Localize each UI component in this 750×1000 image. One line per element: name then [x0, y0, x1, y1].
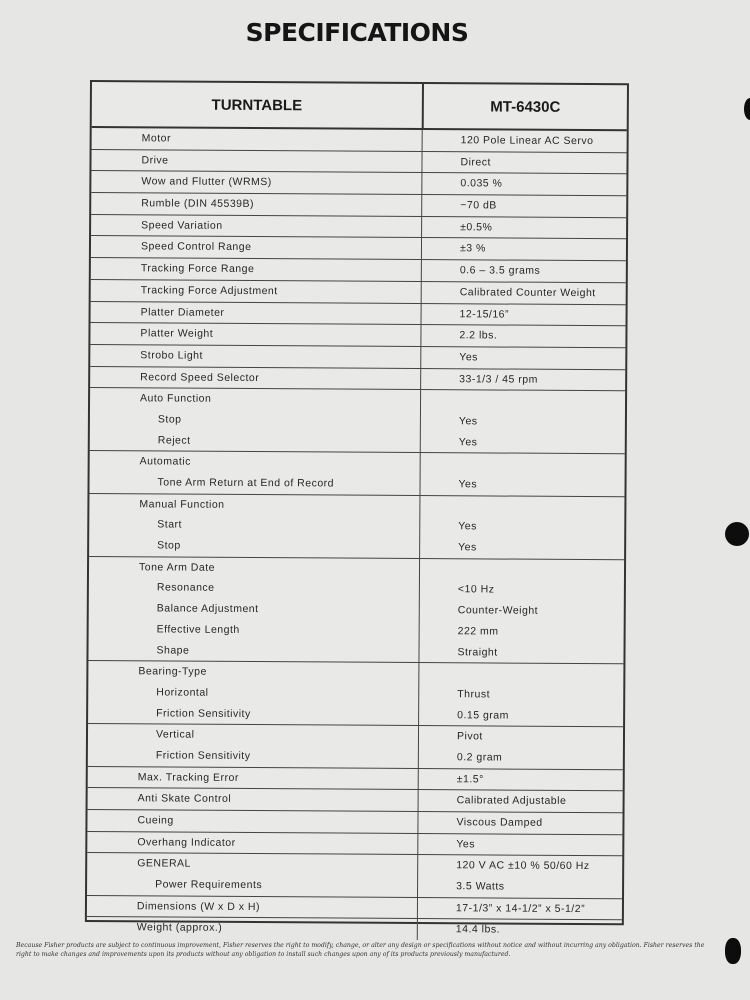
spec-label-cell	[90, 323, 421, 346]
spec-label: Horizontal	[156, 686, 209, 699]
spec-label: Strobo Light	[140, 349, 203, 362]
table-header-row	[92, 82, 627, 131]
spec-label-cell	[88, 557, 420, 662]
spec-value: Thrust	[457, 688, 491, 701]
spec-label-cell	[88, 767, 419, 790]
spec-label-cell	[90, 345, 421, 368]
spec-label-cell	[89, 451, 420, 494]
spec-label: GENERAL	[137, 857, 191, 871]
spec-label: Manual Function	[139, 497, 225, 511]
spec-label-cell	[91, 280, 422, 303]
spec-label-cell	[91, 258, 422, 281]
spec-label-cell	[91, 302, 422, 325]
spec-table	[85, 80, 629, 936]
spec-label: Weight (approx.)	[136, 921, 223, 935]
spec-value: 0.15 gram	[457, 708, 509, 722]
spec-value: Calibrated Adjustable	[456, 794, 567, 808]
spec-value-cell	[419, 663, 623, 726]
spec-value-cell	[418, 834, 622, 856]
spec-label-cell	[88, 788, 419, 811]
page-title: SPECIFICATIONS	[245, 18, 469, 47]
spec-label: Drive	[141, 154, 169, 167]
spec-label: Rumble (DIN 45539B)	[141, 197, 255, 211]
spec-value: Calibrated Counter Weight	[459, 286, 596, 299]
spec-value	[420, 559, 624, 581]
spec-value-cell	[420, 453, 624, 496]
spec-label: Resonance	[156, 581, 215, 595]
spec-value	[419, 663, 623, 685]
spec-label: Wow and Flutter (WRMS)	[141, 175, 272, 189]
spec-value-cell	[419, 726, 623, 769]
spec-label-cell	[90, 388, 421, 452]
spec-value: 0.6 – 3.5 grams	[459, 264, 541, 277]
spec-label: Shape	[156, 643, 190, 657]
spec-label: Tracking Force Range	[140, 262, 255, 276]
spec-value: Yes	[458, 435, 478, 448]
spec-value: 17-1/3” x 14-1/2” x 5-1/2”	[455, 902, 586, 915]
spec-label: Effective Length	[156, 623, 240, 636]
spec-label-cell	[89, 494, 420, 558]
spec-label: Power Requirements	[155, 878, 263, 892]
spec-label: Vertical	[155, 728, 195, 741]
spec-label-cell	[91, 215, 422, 238]
spec-value: 3.5 Watts	[456, 880, 505, 893]
spec-value: 222 mm	[457, 625, 499, 638]
spec-value: 120 V AC ±10 % 50/60 Hz	[456, 859, 590, 873]
spec-value: 0.035 %	[460, 177, 503, 190]
header-model: MT-6430C	[490, 97, 561, 116]
spec-value: ±0.5%	[460, 221, 493, 234]
table-row	[87, 853, 622, 899]
spec-label: Cueing	[137, 814, 174, 827]
spec-value: Yes	[458, 415, 478, 428]
spec-value: Yes	[456, 837, 476, 851]
spec-value: Yes	[458, 478, 478, 491]
spec-label: Tracking Force Adjustment	[140, 284, 278, 297]
spec-value-cell	[422, 304, 626, 326]
spec-label-cell	[87, 832, 418, 855]
table-row	[90, 388, 625, 454]
spec-label: Automatic	[139, 455, 191, 468]
spec-value	[420, 496, 624, 518]
header-turntable: TURNTABLE	[92, 82, 424, 128]
binder-hole-icon	[744, 98, 750, 120]
spec-value: 14.4 lbs.	[455, 923, 501, 936]
table-row	[88, 724, 623, 770]
spec-label: Anti Skate Control	[137, 792, 232, 806]
spec-label: Friction Sensitivity	[156, 706, 251, 720]
table-body	[87, 128, 627, 941]
spec-label-cell	[91, 236, 422, 259]
spec-label: Friction Sensitivity	[155, 749, 251, 762]
binder-hole-icon	[725, 938, 741, 964]
spec-value: 33-1/3 / 45 rpm	[459, 372, 538, 386]
spec-value: ±1.5°	[456, 772, 484, 786]
spec-value-cell	[422, 282, 626, 304]
spec-label-cell	[91, 193, 422, 216]
spec-value	[421, 453, 625, 475]
spec-label-cell	[87, 853, 418, 896]
spec-value-cell	[422, 238, 626, 260]
spec-value-cell	[421, 390, 625, 453]
spec-value	[421, 390, 625, 412]
spec-label-cell	[87, 896, 418, 919]
spec-value-cell	[419, 790, 623, 812]
spec-value-cell	[422, 173, 626, 195]
spec-label: Bearing-Type	[138, 665, 207, 678]
spec-value: 2.2 lbs.	[459, 329, 498, 342]
spec-label: Tone Arm Date	[138, 561, 216, 574]
spec-value: Pivot	[456, 730, 483, 743]
spec-label-cell	[87, 810, 418, 833]
disclaimer-footer: Because Fisher products are subject to continuous improvement, Fisher reserves the right to modify, change, or alter any design or specifications without notice and without incurring any obligation. Fisher reserves the right to make changes and improvements upon its products without any obligation to install such changes upon any of its products previously manufactured.	[16, 942, 705, 958]
spec-label: Speed Variation	[141, 219, 223, 232]
spec-value-cell	[422, 260, 626, 282]
spec-value-cell	[423, 130, 627, 152]
spec-value-cell	[422, 152, 626, 174]
spec-label-cell	[87, 917, 418, 940]
spec-value: −70 dB	[460, 199, 497, 212]
spec-value-cell	[420, 496, 624, 559]
spec-label: Stop	[157, 413, 182, 426]
spec-value-cell	[419, 769, 623, 791]
table-row	[88, 557, 624, 665]
spec-label: Max. Tracking Error	[137, 770, 239, 784]
table-row	[88, 661, 623, 727]
spec-value-cell	[418, 898, 622, 920]
spec-label: Motor	[141, 132, 172, 145]
spec-value: 12-15/16”	[459, 307, 510, 321]
spec-label-cell	[91, 150, 422, 173]
table-row	[87, 917, 622, 941]
spec-label: Platter Diameter	[140, 305, 225, 319]
spec-value: Viscous Damped	[456, 816, 543, 829]
spec-label-cell	[92, 128, 423, 151]
spec-value: Counter-Weight	[457, 604, 539, 617]
spec-value: Yes	[459, 351, 478, 364]
table-row	[89, 494, 624, 560]
spec-label: Dimensions (W x D x H)	[136, 900, 261, 913]
spec-value-cell	[418, 812, 622, 834]
spec-label: Tone Arm Return at End of Record	[157, 476, 335, 490]
spec-label: Platter Weight	[140, 327, 214, 340]
spec-value-cell	[421, 325, 625, 347]
spec-value-cell	[421, 369, 625, 391]
spec-label-cell	[88, 724, 419, 767]
spec-label: Record Speed Selector	[140, 370, 260, 384]
table-row	[89, 451, 624, 497]
spec-value-cell	[421, 347, 625, 369]
spec-value-cell	[419, 559, 624, 664]
spec-label: Balance Adjustment	[156, 602, 259, 616]
spec-value: Straight	[457, 645, 498, 659]
binder-hole-icon	[725, 522, 749, 546]
spec-value-cell	[422, 217, 626, 239]
spec-value-cell	[422, 195, 626, 217]
spec-value: 120 Pole Linear AC Servo	[460, 134, 594, 148]
spec-label: Reject	[157, 434, 191, 447]
spec-label-cell	[91, 171, 422, 194]
spec-value-cell	[418, 855, 622, 898]
spec-label: Speed Control Range	[140, 240, 252, 254]
spec-value: Yes	[458, 541, 477, 554]
spec-value: <10 Hz	[457, 583, 495, 596]
spec-label-cell	[90, 367, 421, 390]
spec-value: ±3 %	[459, 242, 486, 255]
spec-label: Auto Function	[140, 392, 212, 405]
spec-label: Start	[157, 518, 183, 531]
spec-value: Direct	[460, 155, 491, 169]
spec-value: Yes	[458, 520, 477, 533]
spec-value: 0.2 gram	[456, 751, 503, 764]
spec-label: Overhang Indicator	[137, 835, 236, 849]
spec-label-cell	[88, 661, 419, 725]
spec-value-cell	[418, 919, 622, 941]
spec-label: Stop	[157, 539, 181, 552]
